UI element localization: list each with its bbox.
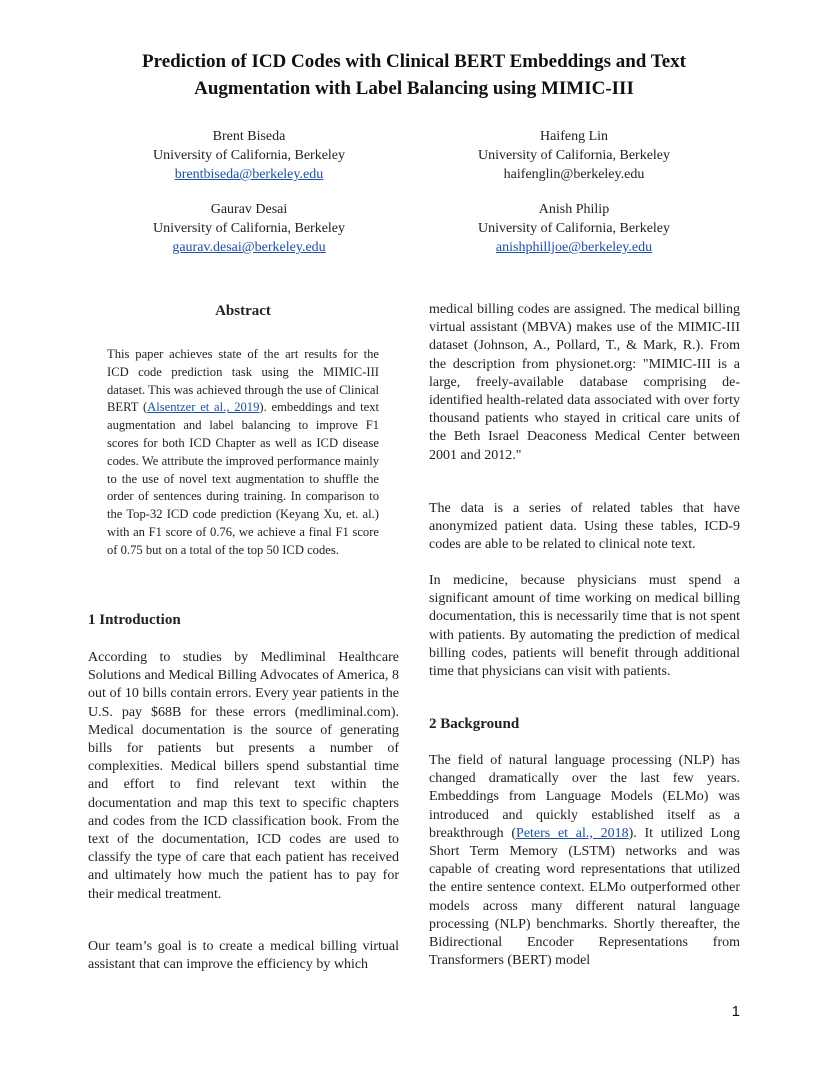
citation-link[interactable]: Alsentzer et al., 2019 (147, 400, 260, 415)
title-line-2: Augmentation with Label Balancing using MIMIC-III (194, 78, 634, 99)
author-email: haifenglin@berkeley.edu (503, 167, 645, 182)
background-text-part: ). It utilized Long Short Term Memory (LSTM) networks and was capable of creating word representations that utilized the entire sentence context. ELMo outperformed other models across many different natural language processing (NLP) benchmarks. Shortly thereafter, the Bidirectional Encoder Representations from Transformers (BERT) model (429, 825, 741, 969)
right-paragraph-1: medical billing codes are assigned. The medical billing virtual assistant (MBVA) makes use of the MIMIC-III dataset (Johnson, A., Pollard, T., & Mark, R.). From the description from physionet.org: "MIMIC-III is a large, freely-available database comprising de-identified health-related data associated with over forty thousand patients who stayed in critical care units of the Beth Israel Deaconess Medical Center between 2001 and 2012." (429, 302, 740, 463)
author-block-4 (414, 200, 734, 257)
section-heading-introduction: 1 Introduction (88, 612, 181, 628)
author-affiliation: University of California, Berkeley (477, 148, 671, 163)
page-number: 1 (731, 1003, 740, 1020)
paper-title (60, 48, 768, 102)
intro-paragraph-2: Our team’s goal is to create a medical billing virtual assistant that can improve the efficiency by which (88, 939, 399, 973)
author-email-link[interactable]: brentbiseda@berkeley.edu (174, 167, 324, 182)
author-block-2 (414, 127, 734, 184)
background-paragraph (429, 752, 740, 970)
abstract-text (107, 346, 379, 560)
author-affiliation: University of California, Berkeley (152, 148, 346, 163)
background-text-part: The field of natural language processing (NLP) has changed dramatically over the last few years. Embeddings from Language Models (ELMo) was introduced and quickly established itself as a breakthrough ( (429, 753, 740, 841)
author-affiliation: University of California, Berkeley (152, 221, 346, 236)
abstract-text-part: ). embeddings and text augmentation and label balancing to improve F1 scores for both ICD Chapter as well as ICD disease codes. We attribute the improved performance mainly to the use of novel text augmentation to shuffle the order of sentences during training. In comparison to the Top-32 ICD code prediction (Keyang Xu, et. al.) with an F1 score of 0.76, we achieve a final F1 score of 0.75 but on a total of the top 50 ICD codes. (107, 400, 379, 557)
citation-link[interactable]: Peters et al., 2018 (516, 825, 629, 841)
author-email-link[interactable]: gaurav.desai@berkeley.edu (172, 240, 326, 255)
right-paragraph-2: The data is a series of related tables that have anonymized patient data. Using these tables, ICD-9 codes are able to be related to clinical note text. (429, 501, 740, 553)
abstract-heading: Abstract (215, 303, 271, 319)
author-affiliation: University of California, Berkeley (477, 221, 671, 236)
section-heading-background: 2 Background (429, 716, 520, 732)
right-paragraph-3: In medicine, because physicians must spend a significant amount of time working on medical billing documentation, this is necessarily time that is not spent with patients. By automating the prediction of medical billing codes, patients will benefit through additional time that physicians can visit with patients. (429, 573, 740, 680)
author-email-link[interactable]: anishphilljoe@berkeley.edu (495, 240, 653, 255)
title-line-1: Prediction of ICD Codes with Clinical BERT Embeddings and Text (142, 51, 686, 72)
intro-paragraph-1: According to studies by Medliminal Healthcare Solutions and Medical Billing Advocates of America, 8 out of 10 bills contain errors. Every year patients in the U.S. pay $68B for these errors (medliminal.com). Medical documentation is the source of generating bills for patients but presents a number of complexities. Medical billers spend substantial time and effort to find relevant text within the documentation and map this text to specific chapters and codes from the ICD classification book. From the text of the documentation, ICD codes are used to classify the type of care that each patient has received and ultimately how much the patient has to pay for their medical treatment. (88, 650, 399, 902)
author-name: Gaurav Desai (210, 202, 288, 217)
abstract-text-part: This paper achieves state of the art results for the ICD code prediction task using the MIMIC-III dataset. This was achieved through the use of Clinical BERT ( (107, 347, 379, 415)
author-name: Haifeng Lin (539, 129, 609, 144)
author-block-1 (89, 127, 409, 184)
author-block-3 (89, 200, 409, 257)
author-name: Anish Philip (538, 202, 610, 217)
author-name: Brent Biseda (212, 129, 286, 144)
